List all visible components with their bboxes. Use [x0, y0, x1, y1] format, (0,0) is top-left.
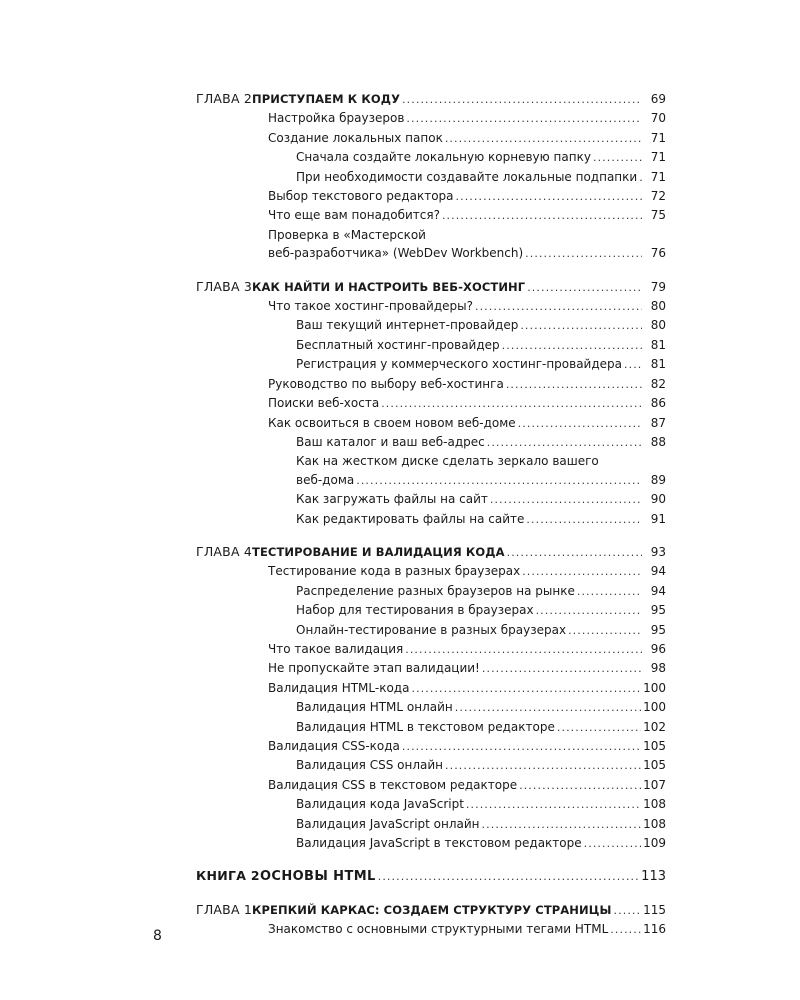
toc-entry-row — [296, 756, 666, 775]
toc-entry — [196, 148, 666, 167]
toc-entry — [196, 355, 666, 374]
toc-entry-row — [296, 148, 666, 167]
toc-entry-row — [268, 244, 666, 263]
dot-leader — [506, 376, 642, 394]
toc-entry — [196, 452, 666, 490]
dot-leader — [378, 868, 639, 886]
toc-entry — [196, 920, 666, 939]
toc-entry-row — [268, 920, 666, 939]
toc-entry — [196, 129, 666, 148]
toc-entry — [196, 621, 666, 640]
toc-entry-row — [296, 834, 666, 853]
toc-entry — [196, 659, 666, 678]
toc-entry-row — [268, 187, 666, 206]
dot-leader — [482, 816, 642, 834]
toc-entry-title: веб-разработчика» (WebDev Workbench) — [268, 246, 524, 261]
dot-leader — [356, 472, 642, 490]
dot-leader — [507, 544, 642, 562]
toc-entry-page: 109 — [643, 836, 666, 851]
toc-entry — [196, 336, 666, 355]
toc-entry — [196, 490, 666, 509]
dot-leader — [482, 660, 642, 678]
toc-entry-title: Как загружать файлы на сайт — [296, 492, 488, 507]
toc-entry-title: Регистрация у коммерческого хостинг-провайдера — [296, 357, 623, 372]
toc-entry-title: Валидация HTML в текстовом редакторе — [296, 719, 555, 734]
toc-entry — [196, 168, 666, 187]
toc-entry — [196, 795, 666, 814]
toc-entry-title: Валидация кода JavaScript — [296, 797, 464, 812]
chapter-label: ГЛАВА 4 — [196, 543, 253, 559]
dot-leader — [525, 245, 642, 263]
toc-entry-row — [268, 129, 666, 148]
toc-entry-row — [296, 718, 666, 737]
dot-leader — [502, 337, 642, 355]
toc-entry — [196, 834, 666, 853]
toc-entry-page: 116 — [643, 922, 666, 937]
toc-entry-row — [196, 867, 666, 886]
toc-entry-page: 102 — [643, 719, 666, 734]
dot-leader — [406, 110, 642, 128]
dot-leader — [442, 207, 642, 225]
dot-leader — [405, 641, 642, 659]
toc-entry — [196, 698, 666, 717]
dot-leader — [487, 434, 642, 452]
toc-entry-row — [296, 490, 666, 509]
toc-entry-row — [268, 562, 666, 581]
toc-entry-title: Валидация JavaScript в текстовом редакторе — [296, 836, 582, 851]
toc-entry-page: 98 — [650, 661, 666, 676]
toc-entry-title: При необходимости создавайте локальные подпапки — [296, 169, 638, 184]
toc-entry-title: Как освоиться в своем новом веб-доме — [268, 415, 516, 430]
dot-leader — [593, 149, 642, 167]
dot-leader — [402, 738, 641, 756]
table-of-contents — [196, 90, 666, 940]
toc-entry-title: КАК НАЙТИ И НАСТРОИТЬ ВЕБ-ХОСТИНГ — [252, 279, 526, 294]
toc-entry — [196, 297, 666, 316]
toc-entry-row — [196, 543, 666, 562]
dot-leader — [490, 491, 642, 509]
dot-leader — [518, 415, 642, 433]
toc-entry — [196, 640, 666, 659]
toc-entry-row — [296, 510, 666, 529]
toc-entry — [196, 510, 666, 529]
toc-entry-page: 70 — [650, 111, 666, 126]
toc-entry-title: Создание локальных папок — [268, 130, 443, 145]
toc-entry-title: Поиски веб-хоста — [268, 396, 380, 411]
toc-entry-page: 94 — [650, 583, 666, 598]
dot-leader — [475, 298, 642, 316]
page-number: 8 — [153, 928, 162, 944]
toc-entry-title-line1: Как на жестком диске сделать зеркало вашего — [296, 454, 599, 469]
toc-entry-page: 105 — [643, 758, 666, 773]
book-label: КНИГА 2 — [196, 868, 260, 884]
dot-leader — [456, 188, 642, 206]
dot-leader — [381, 395, 642, 413]
chapter-label: ГЛАВА 1 — [196, 901, 253, 917]
dot-leader — [624, 356, 642, 374]
toc-entry-row — [268, 109, 666, 128]
dot-leader — [527, 279, 642, 297]
dot-leader — [445, 757, 641, 775]
toc-entry-title: веб-дома — [296, 472, 355, 487]
toc-entry-title: Ваш текущий интернет-провайдер — [296, 318, 519, 333]
toc-entry-page: 75 — [650, 208, 666, 223]
toc-entry-row — [268, 640, 666, 659]
toc-entry-row — [296, 601, 666, 620]
toc-entry — [196, 756, 666, 775]
dot-leader — [522, 563, 642, 581]
dot-leader — [639, 169, 642, 187]
toc-entry-title: КРЕПКИЙ КАРКАС: СОЗДАЕМ СТРУКТУРУ СТРАНИЦЫ — [252, 902, 612, 917]
toc-entry-title: Руководство по выбору веб-хостинга — [268, 376, 504, 391]
toc-entry-title-line1: Проверка в «Мастерской — [268, 227, 426, 242]
toc-entry-title: Валидация CSS онлайн — [296, 758, 443, 773]
toc-chapter-entry — [196, 90, 666, 109]
toc-chapter-entry — [196, 901, 666, 920]
toc-entry-page: 71 — [650, 169, 666, 184]
toc-entry-page: 93 — [650, 544, 666, 559]
toc-entry-row — [268, 206, 666, 225]
dot-leader — [526, 511, 642, 529]
toc-entry — [196, 394, 666, 413]
toc-entry-title: Что такое валидация — [268, 641, 404, 656]
toc-entry-title: Бесплатный хостинг-провайдер — [296, 337, 500, 352]
toc-entry-row — [296, 336, 666, 355]
toc-entry-page: 95 — [650, 603, 666, 618]
toc-entry-row — [268, 679, 666, 698]
toc-entry-title: Валидация CSS-кода — [268, 739, 400, 753]
toc-entry-title: Онлайн-тестирование в разных браузерах — [296, 622, 567, 637]
dot-leader — [614, 902, 642, 920]
toc-entry-title: Сначала создайте локальную корневую папку — [296, 150, 591, 165]
toc-entry — [196, 206, 666, 225]
toc-entry-page: 91 — [650, 511, 666, 526]
toc-entry-title: Настройка браузеров — [268, 111, 405, 126]
toc-entry-page: 72 — [650, 189, 666, 204]
toc-entry-title: Тестирование кода в разных браузерах — [268, 564, 521, 579]
toc-entry-row — [268, 297, 666, 316]
toc-entry-page: 105 — [643, 739, 666, 753]
toc-entry-page: 71 — [650, 150, 666, 165]
dot-leader — [519, 777, 641, 795]
toc-entry-title: Выбор текстового редактора — [268, 189, 454, 204]
toc-entry-row — [268, 737, 666, 756]
toc-entry-title: Валидация CSS в текстовом редакторе — [268, 777, 518, 792]
toc-entry-page: 96 — [650, 641, 666, 656]
toc-entry-row — [296, 795, 666, 814]
toc-entry — [196, 562, 666, 581]
dot-leader — [445, 130, 642, 148]
toc-entry-page: 82 — [650, 376, 666, 391]
toc-entry-row — [296, 621, 666, 640]
toc-entry-row — [196, 901, 666, 920]
toc-entry-title: ТЕСТИРОВАНИЕ И ВАЛИДАЦИЯ КОДА — [252, 544, 505, 559]
toc-entry-page: 100 — [643, 680, 666, 695]
toc-entry — [196, 316, 666, 335]
toc-entry-title: ПРИСТУПАЕМ К КОДУ — [252, 92, 401, 106]
toc-entry-page: 95 — [650, 622, 666, 637]
toc-entry-row — [268, 375, 666, 394]
toc-entry-title: Что такое хостинг-провайдеры? — [268, 299, 473, 314]
toc-entry-page: 100 — [643, 700, 666, 715]
toc-entry-row — [268, 394, 666, 413]
toc-entry-title: Ваш каталог и ваш веб-адрес — [296, 434, 485, 449]
toc-entry-page: 89 — [650, 472, 666, 487]
toc-entry-page: 79 — [650, 279, 666, 294]
toc-entry-page: 80 — [650, 318, 666, 333]
dot-leader — [577, 583, 642, 601]
toc-entry-title: Не пропускайте этап валидации! — [268, 661, 480, 676]
toc-entry-page: 76 — [650, 246, 666, 261]
toc-entry-page: 108 — [643, 816, 666, 831]
toc-entry-title: Что еще вам понадобится? — [268, 208, 440, 223]
toc-entry-page: 69 — [650, 92, 666, 106]
toc-chapter-entry — [196, 278, 666, 297]
dot-leader — [536, 602, 642, 620]
toc-entry — [196, 187, 666, 206]
toc-entry-page: 90 — [650, 492, 666, 507]
dot-leader — [568, 622, 642, 640]
toc-entry-page: 81 — [650, 357, 666, 372]
toc-book-entry — [196, 867, 666, 886]
toc-entry — [196, 776, 666, 795]
toc-entry-page: 108 — [643, 797, 666, 812]
toc-entry — [196, 718, 666, 737]
toc-entry-page: 107 — [643, 777, 666, 792]
toc-entry-page: 86 — [650, 396, 666, 411]
dot-leader — [610, 921, 641, 939]
toc-entry-row — [296, 698, 666, 717]
toc-entry-title: ОСНОВЫ HTML — [259, 869, 376, 885]
dot-leader — [411, 680, 641, 698]
toc-entry-row — [296, 316, 666, 335]
toc-entry-row — [296, 582, 666, 601]
toc-entry-page: 71 — [650, 130, 666, 145]
toc-entry-title: Как редактировать файлы на сайте — [296, 511, 525, 526]
toc-entry-page: 81 — [650, 337, 666, 352]
toc-entry-title: Знакомство с основными структурными тегами HTML — [268, 922, 609, 937]
toc-entry — [196, 601, 666, 620]
dot-leader — [557, 719, 641, 737]
toc-entry-row — [296, 815, 666, 834]
toc-entry-page: 94 — [650, 564, 666, 579]
toc-chapter-entry — [196, 543, 666, 562]
toc-entry-row — [268, 414, 666, 433]
toc-entry — [196, 109, 666, 128]
toc-entry — [196, 815, 666, 834]
dot-leader — [584, 835, 641, 853]
chapter-label: ГЛАВА 2 — [196, 91, 253, 106]
toc-entry-page: 113 — [641, 869, 666, 885]
dot-leader — [402, 91, 642, 109]
toc-entry — [196, 582, 666, 601]
toc-entry-row — [196, 278, 666, 297]
toc-entry-title: Валидация JavaScript онлайн — [296, 816, 480, 831]
toc-entry-row — [296, 471, 666, 490]
toc-entry-page: 80 — [650, 299, 666, 314]
toc-entry-title: Распределение разных браузеров на рынке — [296, 583, 575, 598]
toc-entry-row — [196, 90, 666, 109]
toc-entry — [196, 737, 666, 756]
dot-leader — [520, 317, 642, 335]
toc-entry-page: 88 — [650, 434, 666, 449]
dot-leader — [455, 699, 641, 717]
toc-entry-row — [296, 355, 666, 374]
toc-entry-row — [296, 433, 666, 452]
toc-entry-page: 115 — [643, 902, 666, 917]
chapter-label: ГЛАВА 3 — [196, 278, 253, 294]
toc-entry — [196, 679, 666, 698]
toc-entry — [196, 226, 666, 264]
toc-entry — [196, 375, 666, 394]
toc-entry-row — [268, 776, 666, 795]
toc-entry-row — [268, 659, 666, 678]
toc-entry-title: Валидация HTML-кода — [268, 680, 410, 695]
toc-entry — [196, 414, 666, 433]
toc-entry-title: Валидация HTML онлайн — [296, 700, 453, 715]
toc-entry-page: 87 — [650, 415, 666, 430]
toc-entry-row — [296, 168, 666, 187]
toc-entry-title: Набор для тестирования в браузерах — [296, 603, 534, 618]
dot-leader — [466, 796, 641, 814]
toc-entry — [196, 433, 666, 452]
